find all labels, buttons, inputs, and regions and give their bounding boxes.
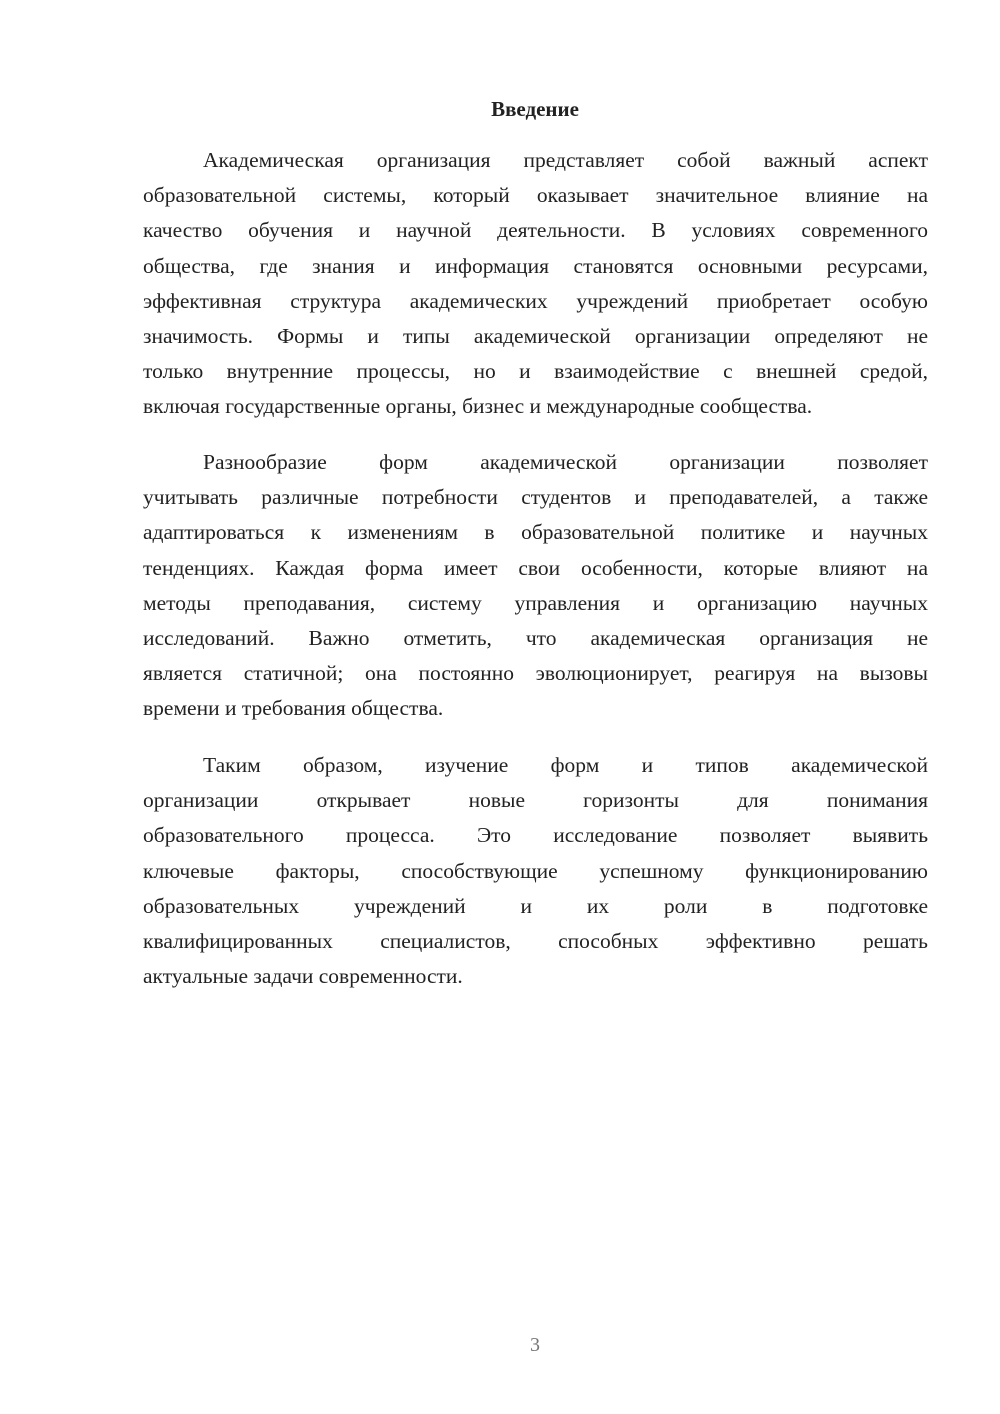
text-line: учитывать различные потребности студентов и преподавателей, а также (143, 485, 928, 510)
text-line: образовательного процесса. Это исследование позволяет выявить (143, 823, 928, 848)
text-line: организации открывает новые горизонты для понимания (143, 788, 928, 813)
section-title: Введение (491, 97, 579, 121)
text-line: общества, где знания и информация становятся основными ресурсами, (143, 253, 928, 278)
text-line: адаптироваться к изменениям в образовательной политике и научных (143, 520, 928, 545)
text-line: Разнообразие форм академической организации позволяет (203, 450, 928, 474)
text-line: является статичной; она постоянно эволюционирует, реагируя на вызовы (143, 661, 928, 686)
page-number: 3 (530, 1334, 540, 1356)
text-line: исследований. Важно отметить, что академическая организация не (143, 625, 928, 650)
text-line: эффективная структура академических учреждений приобретает особую (143, 288, 928, 313)
text-line: только внутренние процессы, но и взаимодействие с внешней средой, (143, 359, 928, 384)
text-line: образовательных учреждений и их роли в подготовке (143, 893, 928, 918)
text-line: тенденциях. Каждая форма имеет свои особенности, которые влияют на (143, 555, 928, 580)
text-line: ключевые факторы, способствующие успешному функционированию (143, 858, 928, 883)
paragraph-3 (143, 748, 928, 994)
text-line: времени и требования общества. (143, 696, 444, 721)
text-line: образовательной системы, который оказывает значительное влияние на (143, 183, 928, 208)
text-line: квалифицированных специалистов, способных эффективно решать (143, 928, 928, 953)
text-line: качество обучения и научной деятельности. В условиях современного (143, 218, 928, 243)
paragraph-2 (143, 445, 928, 727)
text-line: методы преподавания, систему управления и организацию научных (143, 590, 928, 615)
text-line: включая государственные органы, бизнес и международные сообщества. (143, 394, 813, 419)
text-line: актуальные задачи современности. (143, 964, 463, 989)
paragraph-1 (143, 143, 928, 425)
text-line: Таким образом, изучение форм и типов академической (203, 753, 928, 777)
text-line: значимость. Формы и типы академической организации определяют не (143, 323, 928, 348)
text-line: Академическая организация представляет собой важный аспект (203, 148, 928, 172)
